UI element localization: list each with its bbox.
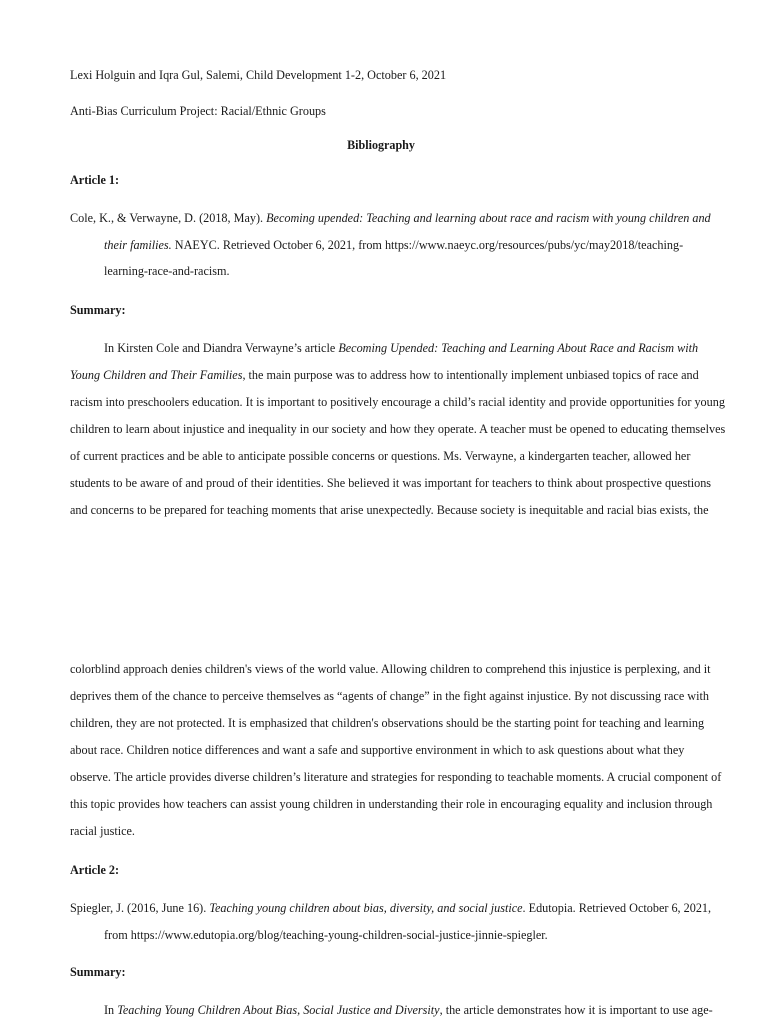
citation-text: NAEYC. Retrieved October 6, 2021, from https://www.naeyc.org/resources/pubs/yc/may2018/teaching- bbox=[171, 238, 684, 252]
summary-text: In bbox=[104, 1003, 118, 1017]
summary-text: , the main purpose was to address how to intentionally implement unbiased topics of race and bbox=[242, 368, 699, 382]
article-2-citation-line: from https://www.edutopia.org/blog/teaching-young-children-social-justice-jinnie-spiegler. bbox=[104, 928, 548, 942]
summary-line bbox=[104, 1002, 713, 1018]
summary-line: racism into preschoolers education. It is important to positively encourage a child’s racial identity and provide opportunities for young bbox=[70, 395, 725, 409]
article-title: Teaching Young Children About Bias, Social Justice and Diversity bbox=[117, 1003, 440, 1017]
summary-line: observe. The article provides diverse children’s literature and strategies for responding to teachable moments. A crucial component of bbox=[70, 770, 722, 784]
summary-line: this topic provides how teachers can assist young children in understanding their role in encouraging equality and inclusion through bbox=[70, 797, 713, 811]
article-2-citation-line bbox=[70, 900, 711, 916]
summary-line: students to be aware of and proud of their identities. She believed it was important for teachers to think about prospective questions bbox=[70, 476, 712, 490]
article-1-summary-heading: Summary: bbox=[70, 303, 126, 317]
article-2-summary-heading: Summary: bbox=[70, 965, 126, 979]
authors-line: Lexi Holguin and Iqra Gul, Salemi, Child Development 1-2, October 6, 2021 bbox=[70, 68, 447, 82]
citation-title: their families. bbox=[104, 238, 172, 252]
summary-line: and concerns to be prepared for teaching moments that arise unexpectedly. Because society is inequitable and racial bias exists, the bbox=[70, 503, 709, 517]
article-2-heading: Article 2: bbox=[70, 863, 120, 877]
article-1-heading: Article 1: bbox=[70, 173, 120, 187]
citation-text: Spiegler, J. (2016, June 16). bbox=[70, 901, 210, 915]
summary-line: children, they are not protected. It is emphasized that children's observations should be the starting point for teaching and learning bbox=[70, 716, 705, 730]
article-1-citation-line bbox=[104, 237, 683, 253]
article-1-citation-line bbox=[70, 210, 711, 226]
article-title: Becoming Upended: Teaching and Learning About Race and Racism with bbox=[338, 341, 699, 355]
article-1-citation-line: learning-race-and-racism. bbox=[104, 264, 230, 278]
summary-line: of current practices and be able to anticipate possible concerns or questions. Ms. Verwayne, a kindergarten teacher, allowed her bbox=[70, 449, 691, 463]
citation-text: Cole, K., & Verwayne, D. (2018, May). bbox=[70, 211, 267, 225]
bibliography-title: Bibliography bbox=[347, 138, 415, 152]
summary-line: about race. Children notice differences and want a safe and supportive environment in which to ask questions about what they bbox=[70, 743, 685, 757]
citation-title: Teaching young children about bias, diversity, and social justice bbox=[209, 901, 523, 915]
citation-title: Becoming upended: Teaching and learning about race and racism with young children and bbox=[266, 211, 711, 225]
summary-line: colorblind approach denies children's views of the world value. Allowing children to comprehend this injustice is perplexing, and it bbox=[70, 662, 711, 676]
summary-line: deprives them of the chance to perceive themselves as “agents of change” in the fight against injustice. By not discussing race with bbox=[70, 689, 709, 703]
article-title: Young Children and Their Families bbox=[70, 368, 243, 382]
project-line: Anti-Bias Curriculum Project: Racial/Ethnic Groups bbox=[70, 104, 326, 118]
summary-text: In Kirsten Cole and Diandra Verwayne’s article bbox=[104, 341, 339, 355]
summary-text: , the article demonstrates how it is important to use age- bbox=[439, 1003, 713, 1017]
summary-line: racial justice. bbox=[70, 824, 135, 838]
summary-line: children to learn about injustice and inequality in our society and how they operate. A teacher must be opened to educating themselves bbox=[70, 422, 726, 436]
citation-text: . Edutopia. Retrieved October 6, 2021, bbox=[522, 901, 712, 915]
summary-line bbox=[104, 340, 698, 356]
summary-line bbox=[70, 367, 699, 383]
